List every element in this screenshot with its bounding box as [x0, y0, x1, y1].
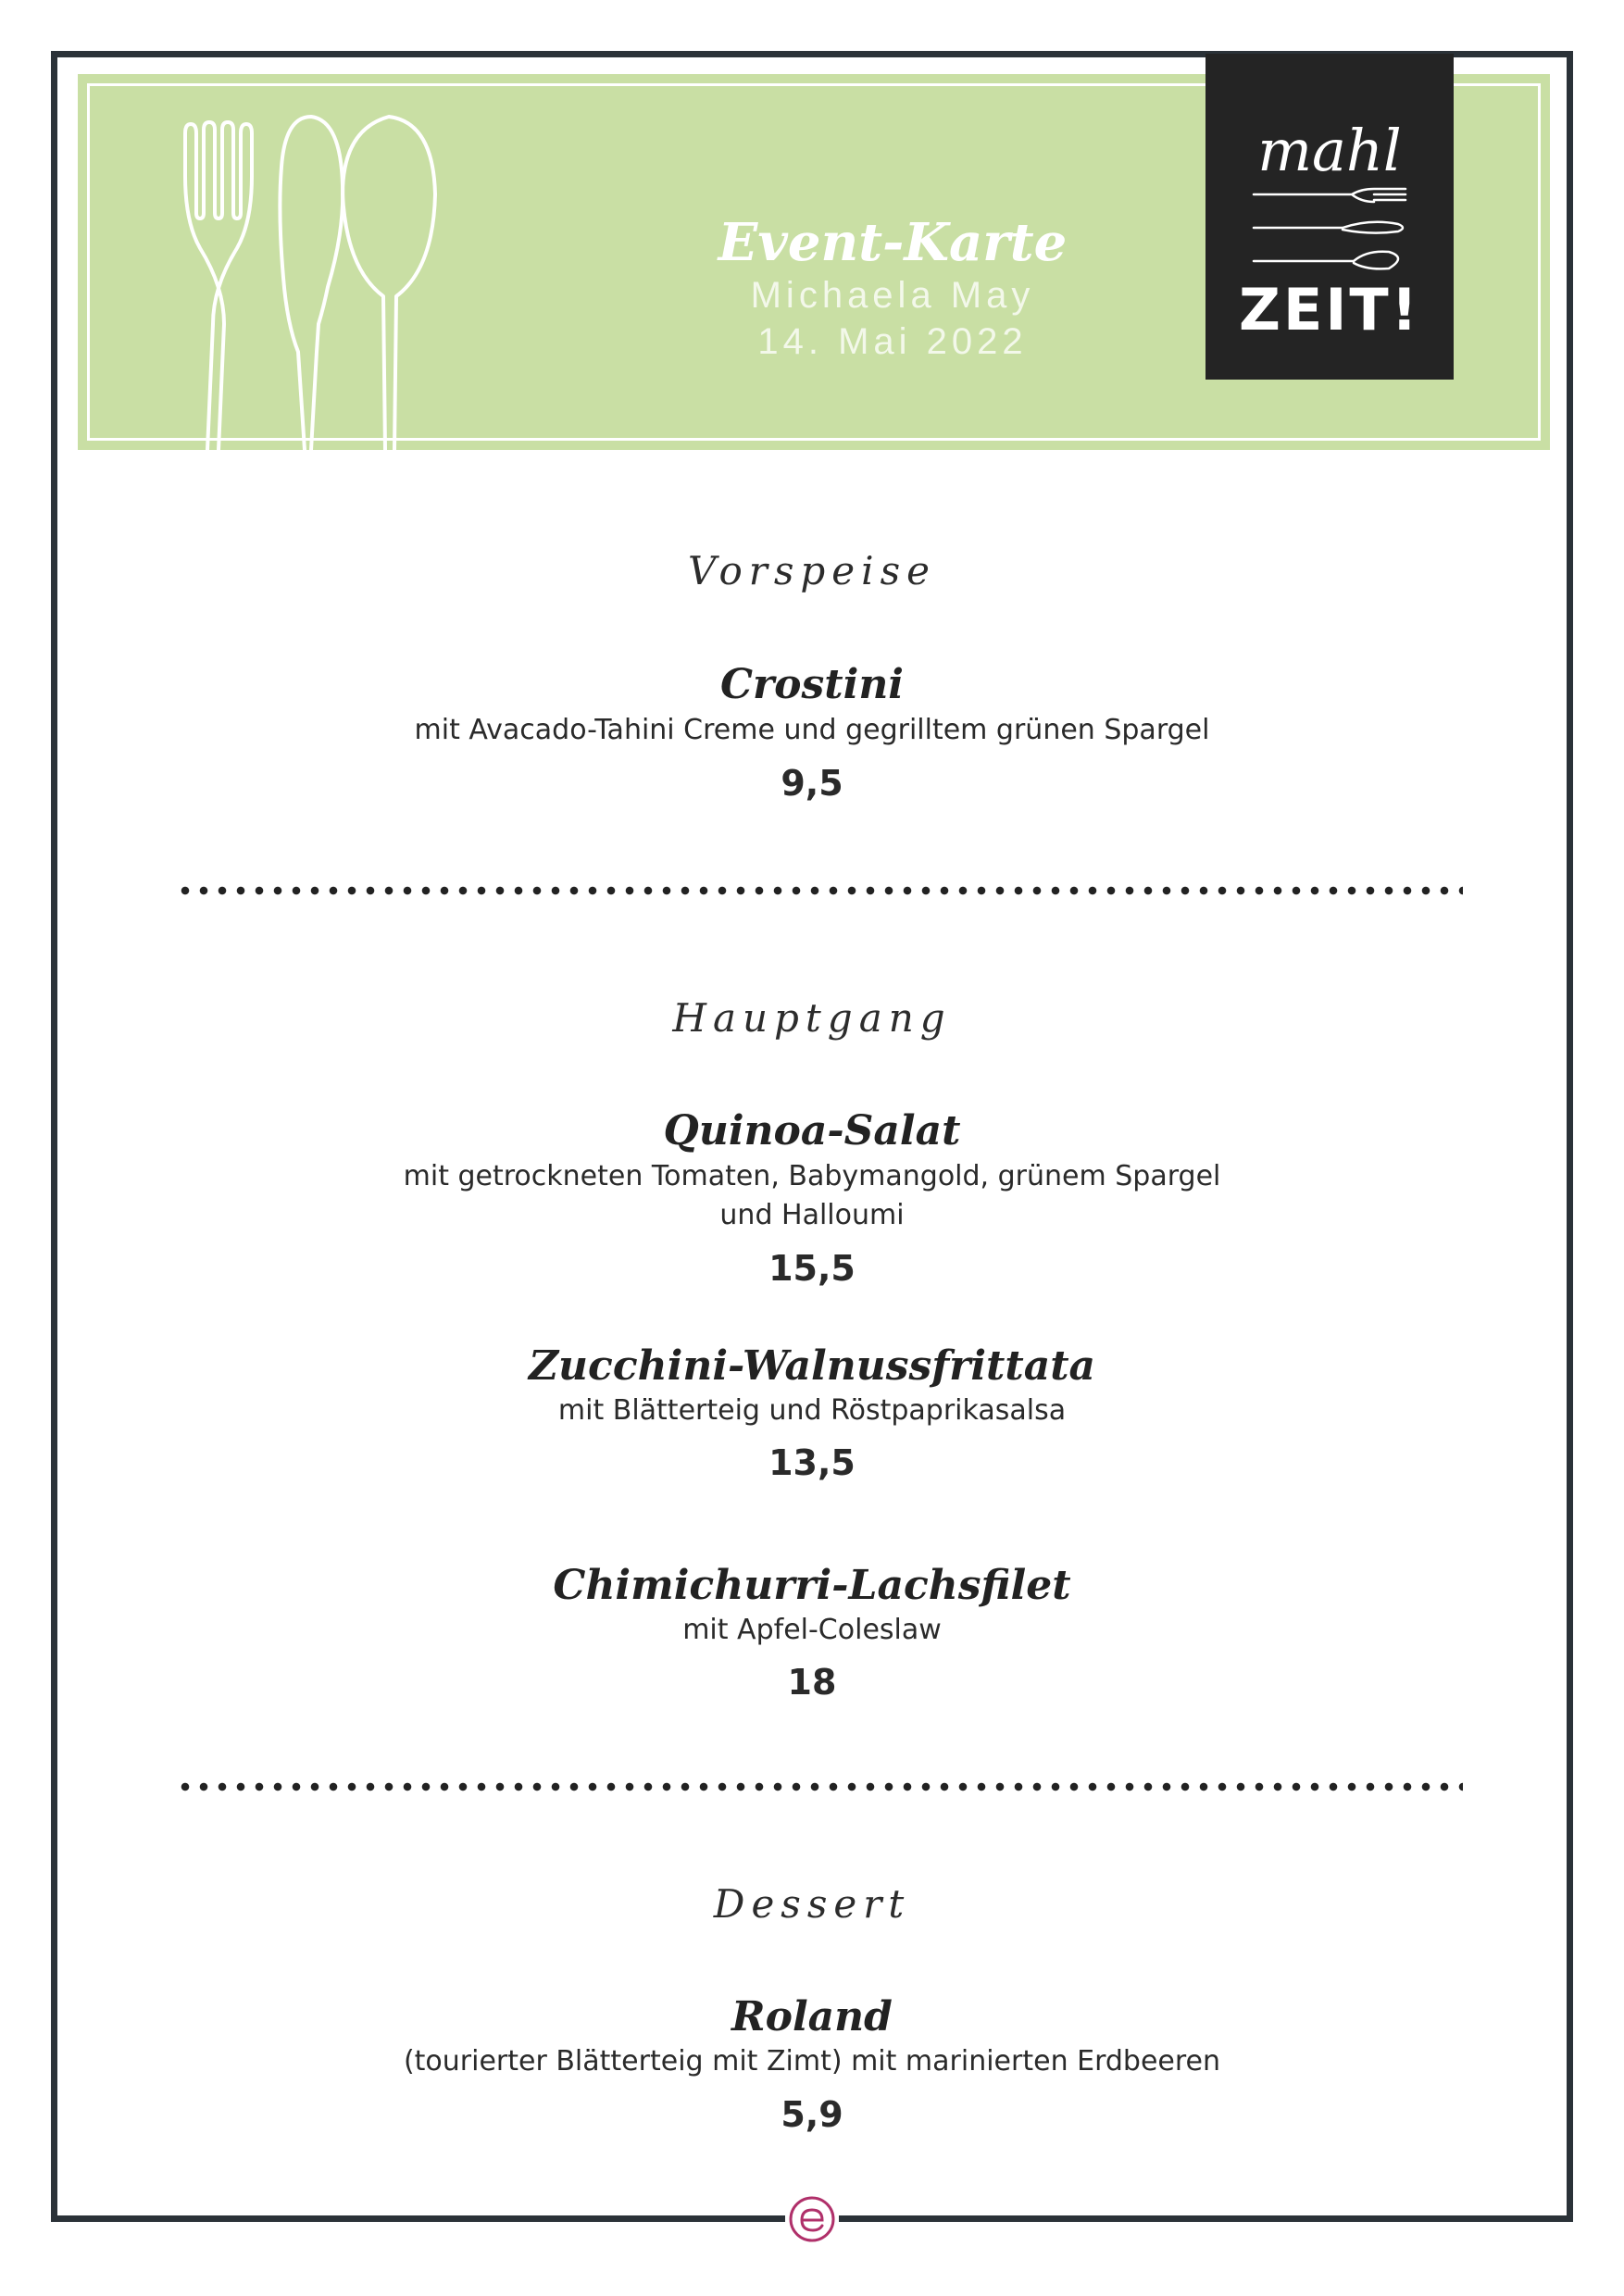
event-title: Event-Karte	[718, 212, 1068, 273]
mahlzeit-logo	[1206, 54, 1454, 380]
dish-price: 5,9	[781, 2094, 843, 2135]
dish-description: (tourierter Blätterteig mit Zimt) mit marinierten Erdbeeren	[403, 2045, 1221, 2078]
logo-cutlery-icon	[1250, 183, 1409, 276]
dish-description: und Halloumi	[719, 1199, 905, 1231]
knife-icon	[280, 117, 343, 450]
event-date: 14. Mai 2022	[757, 321, 1028, 362]
dish-description: mit Apfel-Coleslaw	[682, 1614, 942, 1646]
e-circle-icon	[785, 2192, 839, 2246]
logo-top-text: mahl	[1257, 117, 1402, 184]
dish-price: 15,5	[768, 1248, 856, 1289]
dish-name: Zucchini-Walnussfrittata	[528, 1342, 1096, 1390]
dotted-divider	[176, 886, 1463, 895]
section-title-dessert: Dessert	[713, 1881, 911, 1927]
dish-price: 9,5	[781, 763, 843, 804]
fork-icon	[185, 122, 252, 450]
dish-price: 13,5	[768, 1442, 856, 1483]
host-name: Michaela May	[750, 275, 1035, 316]
dish-name: Quinoa-Salat	[663, 1107, 961, 1154]
dish-name: Crostini	[719, 661, 905, 708]
section-title-hauptgang: Hauptgang	[672, 995, 952, 1041]
dotted-divider	[176, 1782, 1463, 1791]
logo-bottom-text: ZEIT!	[1239, 276, 1420, 343]
section-title-vorspeise: Vorspeise	[688, 548, 936, 593]
dish-price: 18	[787, 1662, 837, 1703]
header-title-block	[559, 213, 1226, 365]
spoon-icon	[343, 117, 435, 450]
dish-description: mit getrockneten Tomaten, Babymangold, grünem Spargel	[403, 1160, 1221, 1192]
dish-name: Roland	[731, 1993, 893, 2040]
dish-description: mit Avacado-Tahini Creme und gegrilltem grünen Spargel	[414, 714, 1210, 746]
cutlery-illustration	[78, 74, 633, 450]
dish-name: Chimichurri-Lachsfilet	[553, 1562, 1071, 1609]
dish-description: mit Blätterteig und Röstpaprikasalsa	[557, 1394, 1067, 1427]
